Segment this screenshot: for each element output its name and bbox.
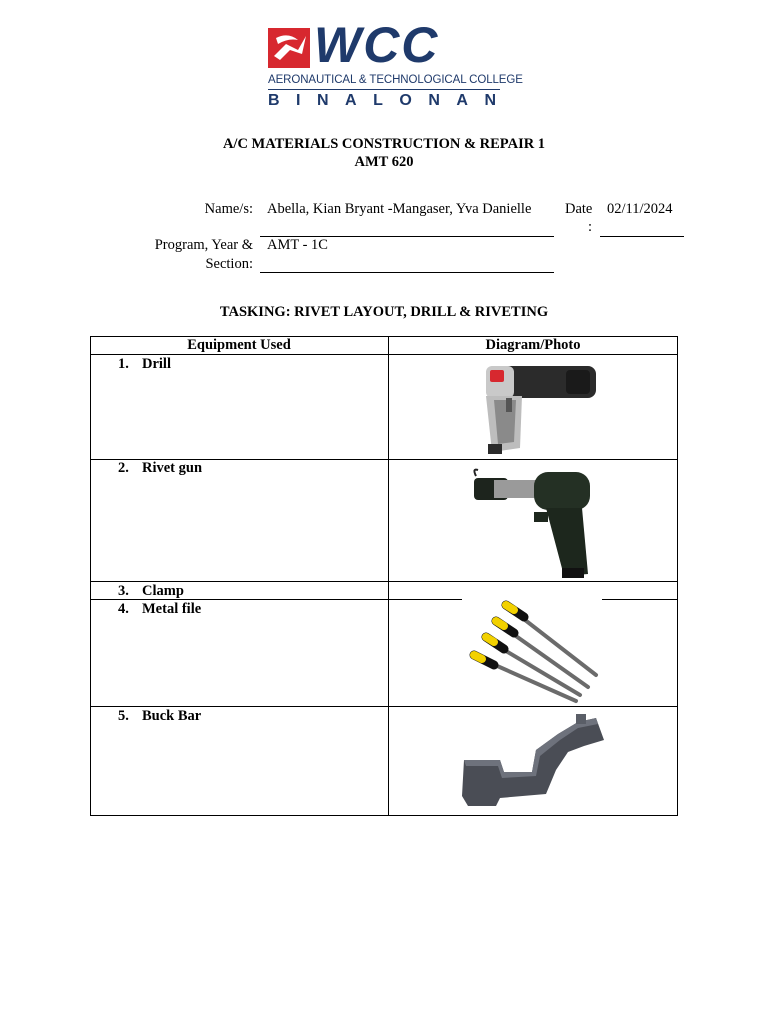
metal-files-photo <box>462 599 602 705</box>
equipment-item-rivet-gun: 2. Rivet gun <box>118 460 203 476</box>
course-code: AMT 620 <box>354 154 414 170</box>
equipment-item-clamp: 3. Clamp <box>118 583 184 599</box>
equipment-item-metal-file: 4. Metal file <box>118 601 202 617</box>
row-divider <box>90 581 678 582</box>
buck-bar-photo <box>460 710 606 810</box>
equipment-item-drill: 1. Drill <box>118 356 171 372</box>
program-value[interactable]: AMT - 1C <box>267 237 328 253</box>
date-value[interactable]: 02/11/2024 <box>607 201 673 217</box>
drill-photo <box>446 356 624 456</box>
table-border-bottom <box>90 815 678 816</box>
column-divider <box>388 336 389 816</box>
rivet-gun-photo <box>464 464 604 580</box>
program-underline <box>260 272 554 273</box>
header-equipment-used: Equipment Used <box>187 337 291 353</box>
tasking-heading: TASKING: RIVET LAYOUT, DRILL & RIVETING <box>219 304 549 320</box>
campus-name: BINALONAN <box>268 92 513 109</box>
equipment-table <box>90 336 678 816</box>
section-label: Section: <box>205 256 253 272</box>
table-border-left <box>90 336 91 816</box>
equipment-item-buck-bar: 5. Buck Bar <box>118 708 202 724</box>
date-underline <box>600 236 684 237</box>
date-label: Date <box>565 201 593 217</box>
logo-divider <box>268 89 500 90</box>
program-label: Program, Year & <box>154 237 253 253</box>
table-header-divider <box>90 354 678 355</box>
names-label: Name/s: <box>204 201 253 217</box>
date-label-colon: : <box>588 219 593 235</box>
header-diagram-photo: Diagram/Photo <box>485 337 581 353</box>
table-border-right <box>677 336 678 816</box>
logo-text: WCC <box>314 17 440 73</box>
college-name: AERONAUTICAL & TECHNOLOGICAL COLLEGE <box>268 74 523 86</box>
row-divider <box>90 706 678 707</box>
names-value[interactable]: Abella, Kian Bryant -Mangaser, Yva Danielle <box>267 201 532 217</box>
college-logo <box>268 17 523 114</box>
course-title: A/C MATERIALS CONSTRUCTION & REPAIR 1 <box>222 136 546 152</box>
